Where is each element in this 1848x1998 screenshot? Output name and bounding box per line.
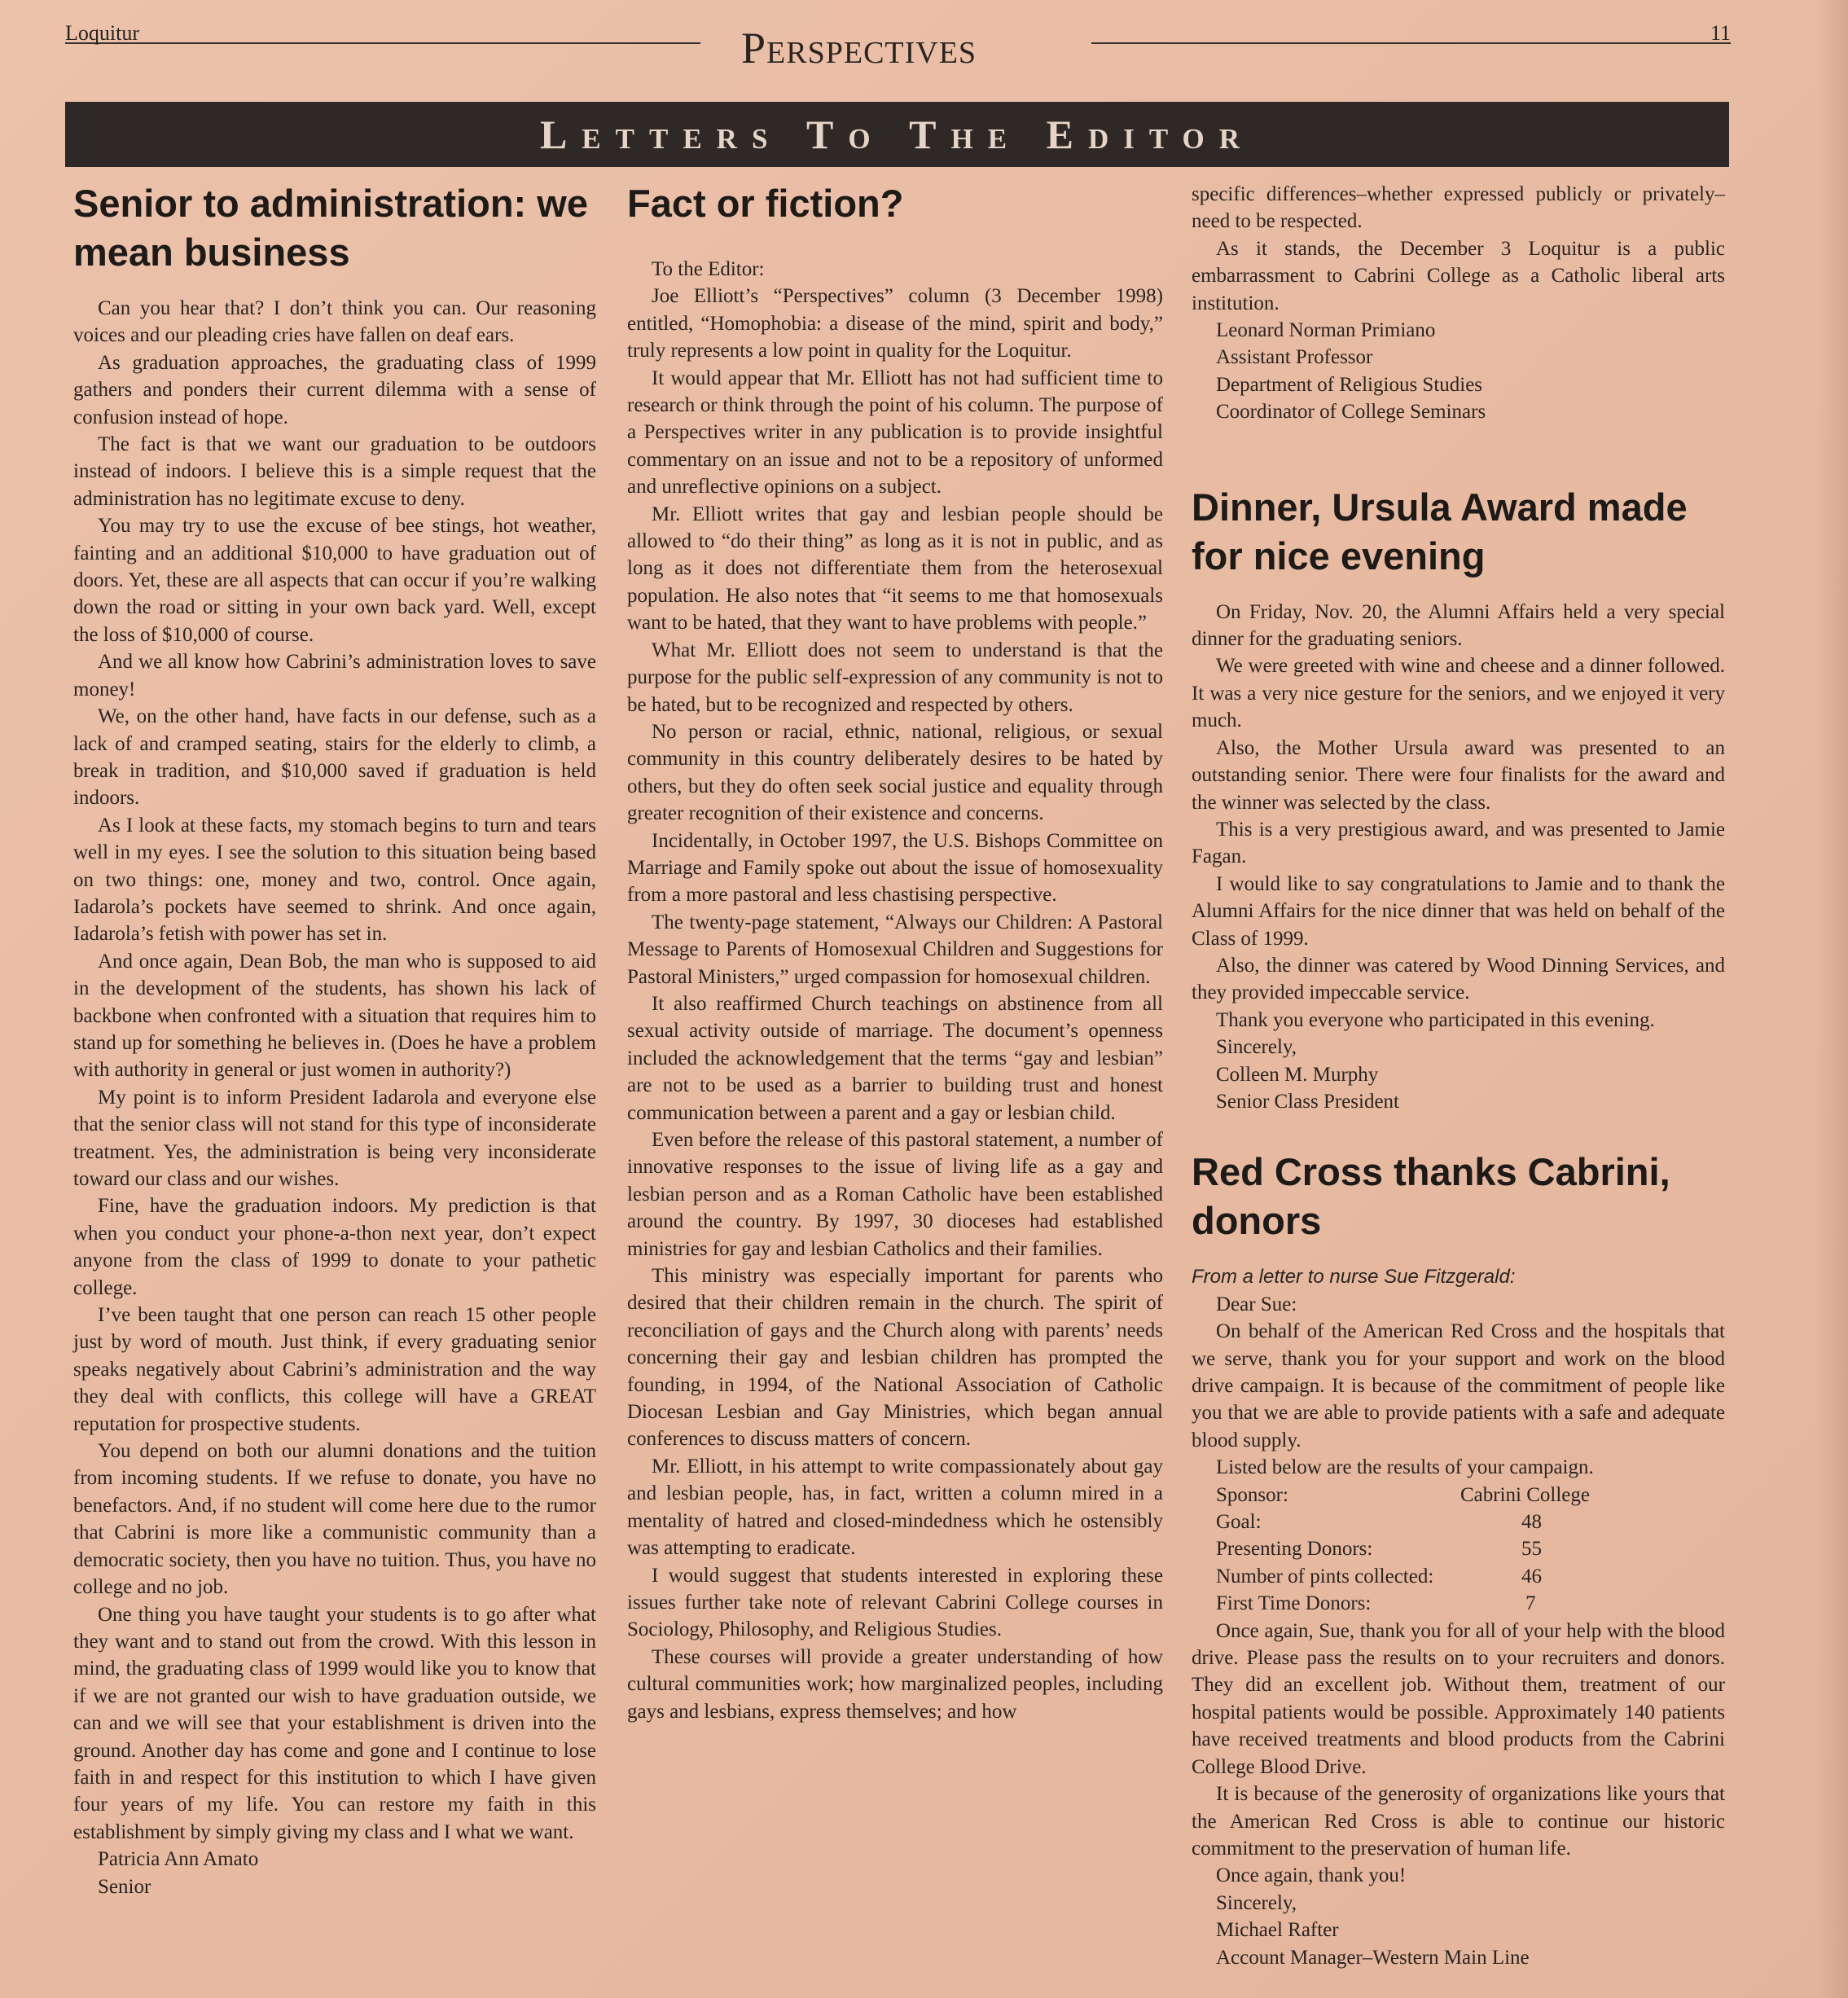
results-row xyxy=(1216,1563,1590,1590)
paragraph: On behalf of the American Red Cross and the hospitals that we serve, thank you for your support and work on the blood drive campaign. It is because of the commitment of people like you that we are able to provide patients with a safe and adequate blood supply. xyxy=(1192,1320,1725,1451)
paragraph: And we all know how Cabrini’s administration loves to save money! xyxy=(73,651,596,700)
paragraph: As graduation approaches, the graduating class of 1999 gathers and ponders their current dilemma with a sense of confusion instead of hope. xyxy=(73,351,596,428)
column-senior-letter xyxy=(73,179,596,1900)
paragraph: Can you hear that? I don’t think you can. Our reasoning voices and our pleading cries have fallen on deaf ears. xyxy=(73,297,596,347)
paragraph: It also reaffirmed Church teachings on abstinence from all sexual activity outside of marriage. The document’s openness included the acknowledgement that the terms “gay and lesbian” are not to be used as a barrier to building trust and honest communication between a parent and a gay or lesbian child. xyxy=(627,992,1163,1124)
paragraph: It is because of the generosity of organizations like yours that the American Red Cross is able to continue our historic commitment to the preservation of human life. xyxy=(1192,1783,1725,1860)
results-row xyxy=(1216,1482,1590,1508)
paragraph: The fact is that we want our graduation to be outdoors instead of indoors. I believe this is a simple request that the administration has no legitimate excuse to deny. xyxy=(73,433,596,510)
paragraph: As it stands, the December 3 Loquitur is a public embarrassment to Cabrini College as a Catholic liberal arts institution. xyxy=(1192,237,1725,314)
paragraph: Once again, thank you! xyxy=(1216,1864,1407,1887)
paragraph: And once again, Dean Bob, the man who is supposed to aid in the development of the students, has shown his lack of backbone when confronted with a situation that requires him to stand up for something he believes in. (Does he have a problem with authority in general or just women in authority?) xyxy=(73,950,596,1082)
column-right xyxy=(1192,181,1725,1971)
letter-source-note: From a letter to nurse Sue Fitzgerald: xyxy=(1192,1266,1516,1289)
salutation: Dear Sue: xyxy=(1216,1293,1297,1315)
signature-line: Sincerely, xyxy=(1216,1891,1297,1914)
paragraph: This ministry was especially important for parents who desired that their children remain in the church. The spirit of reconciliation of gays and the Church along with parents’ needs concerning their gay and lesbian children has prompted the founding, in 1994, of the National Association of Catholic Diocesan Lesbian and Gay Ministries, which began annual conferences to discuss matters of concern. xyxy=(627,1265,1163,1451)
paragraph: What Mr. Elliott does not seem to understand is that the purpose for the public self-expression of any community is not to be hated, but to be recognized and respected by others. xyxy=(627,639,1163,716)
paragraph: Mr. Elliott writes that gay and lesbian people should be allowed to “do their thing” as long as it is not in public, and as long as it does not differentiate them from the heterosexual population. He also notes that “it seems to me that homosexuals want to be hated, that they want to have problems with people.” xyxy=(627,503,1163,635)
column-fact-or-fiction xyxy=(627,179,1163,1725)
headline-senior: Senior to administration: we mean business xyxy=(73,182,588,274)
results-label: Sponsor: xyxy=(1216,1483,1288,1506)
signature-line: Leonard Norman Primiano xyxy=(1216,319,1436,342)
letters-banner xyxy=(65,102,1729,167)
signature-line: Senior xyxy=(98,1875,151,1898)
paragraph: Fine, have the graduation indoors. My prediction is that when you conduct your phone-a-thon next year, don’t expect anyone from the class of 1999 to donate to your pathetic college. xyxy=(73,1195,596,1299)
signature-line: Michael Rafter xyxy=(1216,1919,1339,1942)
results-label: Presenting Donors: xyxy=(1216,1538,1373,1561)
paragraph: You may try to use the excuse of bee stings, hot weather, fainting and an additional $10,000 to have graduation out of doors. Yet, these are all aspects that can occur if you’re walking down the road or sitting in your own back yard. Well, except the loss of $10,000 of course. xyxy=(73,515,596,646)
results-value: 7 xyxy=(1525,1592,1536,1615)
results-row xyxy=(1216,1590,1590,1617)
red-cross-letter-body xyxy=(1192,1263,1725,1971)
paragraph: Mr. Elliott, in his attempt to write compassionately about gay and lesbian people, has, in fact, written a column mired in a mentality of hatred and closed-mindedness which he ostensibly was attempting to eradicate. xyxy=(627,1455,1163,1560)
header-rule-left xyxy=(65,42,700,44)
results-label: Goal: xyxy=(1216,1511,1262,1534)
results-label: Number of pints collected: xyxy=(1216,1565,1434,1587)
signature-line: Assistant Professor xyxy=(1216,346,1373,369)
results-row xyxy=(1216,1508,1590,1535)
paragraph: As I look at these facts, my stomach begins to turn and tears well in my eyes. I see the solution to this situation being based on two things: one, money and two, control. Once again, Iadarola’s pockets have seemed to shrink. And once again, Iadarola’s fetish with power has set in. xyxy=(73,814,596,946)
dinner-letter-body xyxy=(1192,599,1725,1116)
signature-line: Coordinator of College Seminars xyxy=(1216,401,1486,424)
headline-red-cross: Red Cross thanks Cabrini, donors xyxy=(1192,1150,1670,1243)
results-value: 46 xyxy=(1521,1565,1542,1587)
page-header xyxy=(65,18,1731,75)
paragraph: These courses will provide a greater understanding of how cultural communities work; how marginalized peoples, including gays and lesbians, express themselves; and how xyxy=(627,1645,1163,1723)
section-title: Perspectives xyxy=(741,24,977,72)
header-rule-right xyxy=(1091,42,1731,44)
paragraph: I would suggest that students interested in exploring these issues further take note of relevant Cabrini College courses in Sociology, Philosophy, and Religious Studies. xyxy=(627,1564,1163,1641)
signature-line: Account Manager–Western Main Line xyxy=(1216,1946,1530,1969)
banner-title: Letters To The Editor xyxy=(539,112,1255,157)
paragraph: Even before the release of this pastoral statement, a number of innovative responses to the issue of living life as a gay and lesbian person and as a Roman Catholic have been established around the country. By 1997, 30 dioceses had established ministries for gay and lesbian Catholics and their families. xyxy=(627,1129,1163,1260)
results-value: 55 xyxy=(1521,1538,1542,1561)
paragraph: One thing you have taught your students is to go after what they want and to stand out from the crowd. With this lesson in mind, the graduating class of 1999 would like you to know that if we are not granted our wish to have graduation outside, we can and we will see that your establishment is driven into the ground. Another day has come and gone and I continue to lose faith in and respect for this institution to which I have given four years of my life. You can restore my faith in this establishment by simply giving my class and I what we want. xyxy=(73,1603,596,1843)
signature-line: Senior Class President xyxy=(1216,1090,1399,1113)
paragraph: Listed below are the results of your campaign. xyxy=(1216,1456,1594,1479)
publication-name: Loquitur xyxy=(65,21,139,45)
page-number: 11 xyxy=(1710,21,1731,45)
paragraph: Also, the dinner was catered by Wood Dinning Services, and they provided impeccable service. xyxy=(1192,954,1725,1004)
paragraph: You depend on both our alumni donations and the tuition from incoming students. If we refuse to donate, you have no benefactors. And, if no student will come here due to the rumor that Cabrini is more like a communistic community than a democratic society, then you have no tuition. Thus, you have no college and no job. xyxy=(73,1440,596,1599)
results-row xyxy=(1216,1535,1590,1562)
page-edge-shadow xyxy=(1815,0,1848,1998)
paragraph: Thank you everyone who participated in this evening. xyxy=(1216,1008,1655,1031)
results-value: 48 xyxy=(1521,1511,1542,1534)
paragraph: I would like to say congratulations to Jamie and to thank the Alumni Affairs for the nice dinner that was held on behalf of the Class of 1999. xyxy=(1192,872,1725,950)
paragraph: Also, the Mother Ursula award was presented to an outstanding senior. There were four finalists for the award and the winner was selected by the class. xyxy=(1192,736,1725,814)
paragraph: Joe Elliott’s “Perspectives” column (3 December 1998) entitled, “Homophobia: a disease of the mind, spirit and body,” truly represents a low point in quality for the Loquitur. xyxy=(627,285,1163,362)
results-value: Cabrini College xyxy=(1460,1483,1590,1506)
blood-drive-results xyxy=(1216,1482,1590,1618)
signature-line: Department of Religious Studies xyxy=(1216,373,1483,396)
paragraph: Once again, Sue, thank you for all of your help with the blood drive. Please pass the results on to your recruiters and donors. They did an excellent job. Without them, treatment of our hospital patients would be possible. Approximately 140 patients have received treatments and blood products from the Cabrini College Blood Drive. xyxy=(1192,1619,1725,1778)
fact-letter-continuation xyxy=(1192,181,1725,426)
paragraph: This is a very prestigious award, and was presented to Jamie Fagan. xyxy=(1192,818,1725,868)
senior-letter-body xyxy=(73,295,596,1900)
paragraph: Incidentally, in October 1997, the U.S. Bishops Committee on Marriage and Family spoke out about the issue of homosexuality from a more pastoral and less chastising perspective. xyxy=(627,829,1163,907)
headline-fact-or-fiction: Fact or fiction? xyxy=(627,182,904,225)
paragraph: specific differences–whether expressed publicly or privately–need to be respected. xyxy=(1192,183,1725,233)
paragraph: No person or racial, ethnic, national, religious, or sexual community in this country deliberately desires to be hated by others, but they do often seek social justice and equality through greater recognition of their existence and concerns. xyxy=(627,720,1163,825)
paragraph: The twenty-page statement, “Always our Children: A Pastoral Message to Parents of Homosexual Children and Suggestions for Pastoral Ministers,” urged compassion for homosexual children. xyxy=(627,911,1163,988)
paragraph: We were greeted with wine and cheese and a dinner followed. It was a very nice gesture for the seniors, and we enjoyed it very much. xyxy=(1192,655,1725,732)
results-label: First Time Donors: xyxy=(1216,1592,1372,1615)
paragraph: On Friday, Nov. 20, the Alumni Affairs held a very special dinner for the graduating seniors. xyxy=(1192,600,1725,651)
fact-letter-body xyxy=(627,256,1163,1725)
paragraph: I’ve been taught that one person can reach 15 other people just by word of mouth. Just think, if every graduating senior speaks negatively about Cabrini’s administration and the way they deal with conflicts, this college will have a GREAT reputation for prospective students. xyxy=(73,1304,596,1435)
paragraph: We, on the other hand, have facts in our defense, such as a lack of and cramped seating, stairs for the elderly to climb, a break in tradition, and $10,000 saved if graduation is held indoors. xyxy=(73,705,596,810)
signature-line: Colleen M. Murphy xyxy=(1216,1063,1379,1086)
signature-line: Sincerely, xyxy=(1216,1036,1297,1059)
paragraph: My point is to inform President Iadarola and everyone else that the senior class will not stand for this type of inconsiderate treatment. Yes, the administration is being very inconsiderate toward our class and our wishes. xyxy=(73,1086,596,1190)
headline-dinner: Dinner, Ursula Award made for nice evening xyxy=(1192,485,1688,577)
signature-line: Patricia Ann Amato xyxy=(98,1848,259,1871)
paragraph: It would appear that Mr. Elliott has not had sufficient time to research or think through the point of his column. The purpose of a Perspectives writer in any publication is to provide insightful commentary on an issue and not to be a repository of unformed and unreflective opinions on a subject. xyxy=(627,367,1163,498)
paragraph: To the Editor: xyxy=(652,258,765,280)
